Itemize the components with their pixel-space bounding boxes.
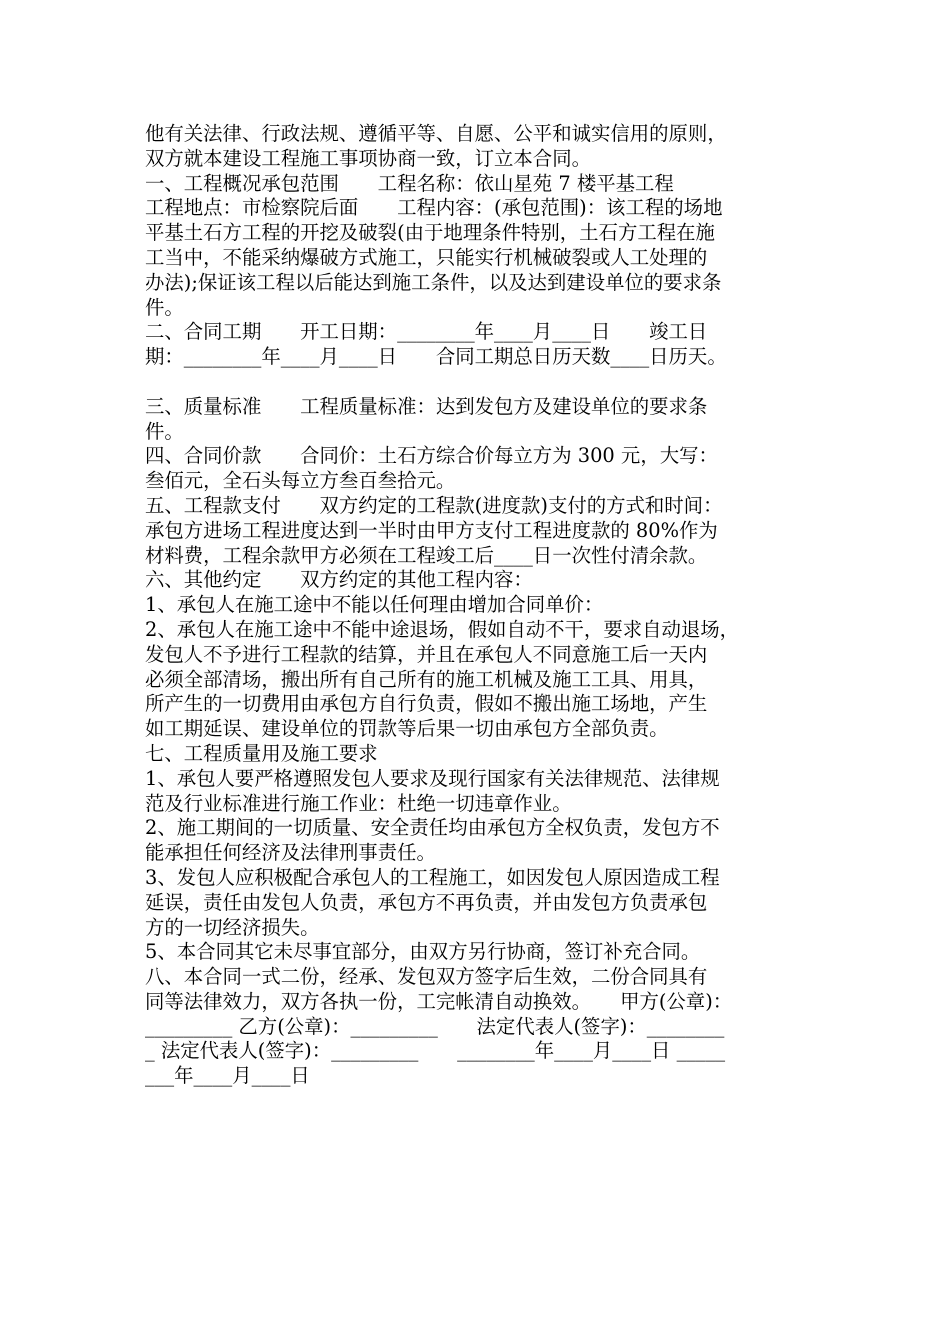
text-line: 工程地点：市检察院后面 工程内容：(承包范围)：该工程的场地 — [145, 196, 723, 220]
text-line: 同等法律效力，双方各执一份，工完帐清自动换效。 甲方(公章)： — [145, 989, 733, 1013]
clause-item: 3、发包人应积极配合承包人的工程施工，如因发包人原因造成工程 — [145, 865, 720, 889]
text-line: 件。 — [145, 295, 184, 319]
clause-item: 2、施工期间的一切质量、安全责任均由承包方全权负责，发包方不 — [145, 816, 720, 840]
section-heading-price: 四、合同价款 合同价：土石方综合价每立方为 300 元，大写： — [145, 444, 718, 468]
clause-item: 1、承包人在施工途中不能以任何理由增加合同单价： — [145, 593, 604, 617]
clause-item: 1、承包人要严格遵照发包人要求及现行国家有关法律规范、法律规 — [145, 766, 720, 790]
section-heading-other: 六、其他约定 双方约定的其他工程内容： — [145, 568, 533, 592]
text-line: 办法);保证该工程以后能达到施工条件，以及达到建设单位的要求条 — [145, 270, 722, 294]
text-line: 期：________年____月____日 合同工期总日历天数____日历天。 — [145, 345, 727, 369]
clause-item: 2、承包人在施工途中不能中途退场，假如自动不干，要求自动退场， — [145, 617, 740, 641]
blank-line — [145, 370, 825, 395]
section-heading-copies: 八、本合同一式二份，经承、发包双方签字后生效，二份合同具有 — [145, 965, 708, 989]
text-line: 材料费，工程余款甲方必须在工程竣工后____日一次性付清余款。 — [145, 543, 708, 567]
text-line: 如工期延误、建设单位的罚款等后果一切由承包方全部负责。 — [145, 717, 669, 741]
section-heading-schedule: 二、合同工期 开工日期：________年____月____日 竣工日 — [145, 320, 708, 344]
text-line: 必须全部清场，搬出所有自己所有的施工机械及施工工具、用具， — [145, 667, 708, 691]
section-heading-quality: 三、质量标准 工程质量标准：达到发包方及建设单位的要求条 — [145, 394, 708, 418]
text-line: 所产生的一切费用由承包方自行负责，假如不搬出施工场地，产生 — [145, 692, 708, 716]
clause-item: 5、本合同其它未尽事宜部分，由双方另行协商，签订补充合同。 — [145, 940, 701, 964]
text-line: 范及行业标准进行施工作业：杜绝一切违章作业。 — [145, 791, 572, 815]
signature-line: _________ 乙方(公章)：_________ 法定代表人(签字)：________ — [145, 1014, 725, 1038]
text-line: 他有关法律、行政法规、遵循平等、自愿、公平和诚实信用的原则， — [145, 122, 727, 145]
contract-text-body — [145, 122, 825, 1089]
text-line: 工当中，不能采纳爆破方式施工，只能实行机械破裂或人工处理的 — [145, 245, 708, 269]
signature-line: ___年____月____日 — [145, 1064, 310, 1088]
text-line: 延误，责任由发包人负责，承包方不再负责，并由发包方负责承包 — [145, 890, 708, 914]
text-line: 平基土石方工程的开挖及破裂(由于地理条件特别，土石方工程在施 — [145, 221, 715, 245]
text-line: 叁佰元，全石头每立方叁百叁拾元。 — [145, 469, 456, 493]
text-line: 承包方进场工程进度达到一半时由甲方支付工程进度款的 80%作为 — [145, 518, 718, 542]
section-heading-scope: 一、工程概况承包范围 工程名称：依山星苑 7 楼平基工程 — [145, 171, 674, 195]
text-line: 能承担任何经济及法律刑事责任。 — [145, 841, 436, 865]
text-line: 双方就本建设工程施工事项协商一致，订立本合同。 — [145, 146, 591, 170]
text-line: 件。 — [145, 419, 184, 443]
section-heading-requirements: 七、工程质量用及施工要求 — [145, 741, 378, 765]
signature-line: _ 法定代表人(签字)：_________ ________年____月____日 _____ — [145, 1039, 726, 1063]
text-line: 方的一切经济损失。 — [145, 915, 320, 939]
text-line: 发包人不予进行工程款的结算，并且在承包人不同意施工后一天内 — [145, 642, 708, 666]
section-heading-payment: 五、工程款支付 双方约定的工程款(进度款)支付的方式和时间： — [145, 493, 723, 517]
